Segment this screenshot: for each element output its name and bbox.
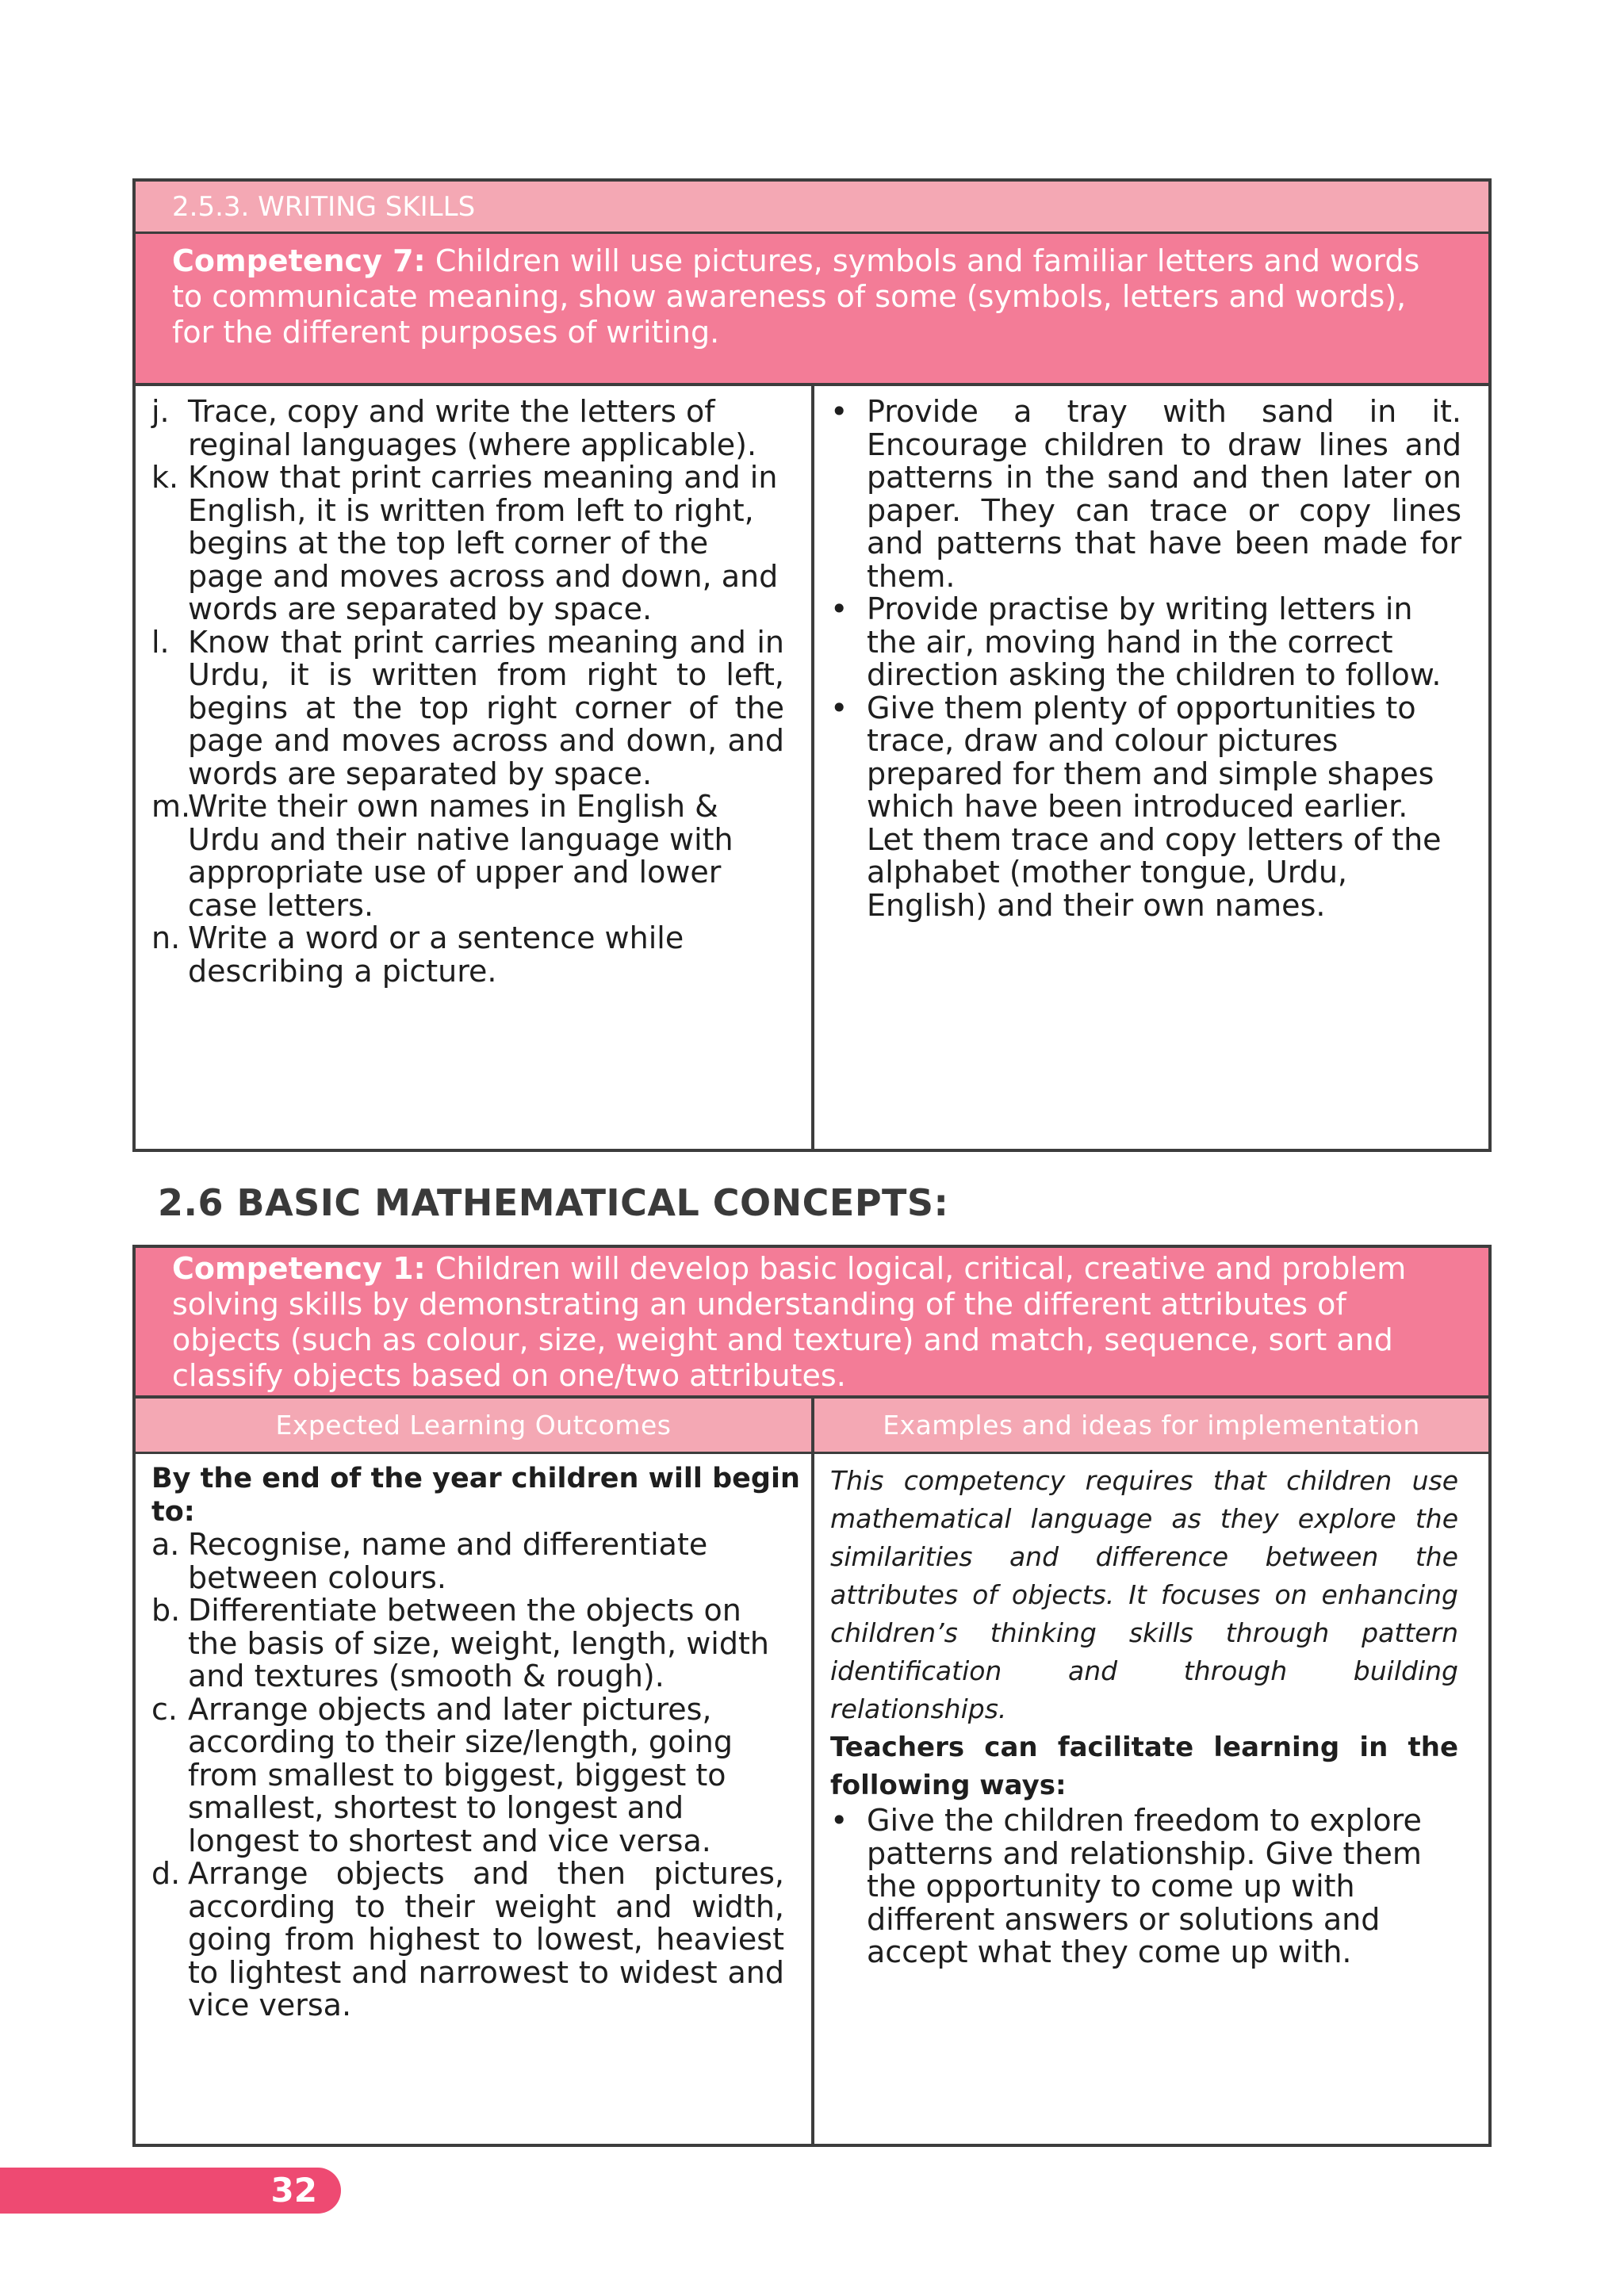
learning-outcomes-column [136,1454,814,2147]
list-item [136,922,784,988]
list-item [136,790,784,922]
column-header-outcomes: Expected Learning Outcomes [136,1399,814,1454]
list-text: Write a word or a sentence while describing a picture. [188,920,684,989]
ideas-list [814,1804,1488,1969]
list-item [136,1529,784,1594]
list-text: Give the children freedom to explore patterns and relationship. Give them the opportunity to come up with different answers or solutions and accept what they come up with. [867,1803,1422,1969]
writing-skills-table [132,178,1492,1152]
bullet: • [830,591,848,626]
competency-text: Children will use pictures, symbols and familiar letters and words to communicate meaning, show awareness of some (symbols, letters and words), for the different purposes of writing. [172,243,1420,350]
list-text: Provide practise by writing letters in the air, moving hand in the correct direction asking the children to follow. [867,591,1442,692]
list-marker: b. [151,1593,181,1628]
competency-explanation: This competency requires that children use mathematical language as they explore the similarities and difference between the attributes of objects. It focuses on enhancing children’s thinking skills through pattern identification and through building relationships. [830,1465,1458,1724]
page-number-tab [0,2168,341,2214]
list-marker: m. [151,789,191,824]
list-marker: k. [151,460,179,495]
list-text: Provide a tray with sand in it. Encourage children to draw lines and patterns in the sand and then later on paper. They can trace or copy lines and patterns that have been made for them. [867,394,1461,594]
list-text: Know that print carries meaning and in Urdu, it is written from right to left, begins at the top right corner of the page and moves across and down, and words are separated by space. [188,624,784,791]
implementation-ideas-column [814,1454,1488,2147]
list-marker: a. [151,1527,180,1562]
implementation-ideas-column [814,386,1488,1149]
list-text: Arrange objects and later pictures, according to their size/length, going from smallest to biggest, biggest to smallest, shortest to longest and longest to shortest and vice versa. [188,1691,733,1858]
list-marker: d. [151,1856,181,1891]
list-marker: l. [151,624,170,660]
column-header-ideas: Examples and ideas for implementation [814,1399,1488,1454]
page-number: 32 [270,2171,317,2210]
list-item [136,626,784,791]
math-competency-table [132,1245,1492,2147]
math-section-heading: 2.6 BASIC MATHEMATICAL CONCEPTS: [158,1181,949,1224]
list-item [814,593,1461,692]
outcomes-list [136,386,811,988]
competency-block [136,1248,1488,1399]
competency-label: Competency 7: [172,243,426,278]
teachers-intro: Teachers can facilitate learning in the following ways: [830,1732,1458,1801]
list-item [136,1594,784,1693]
list-text: Write their own names in English & Urdu and their native language with appropriate use of upper and lower case letters. [188,789,733,923]
list-text: Trace, copy and write the letters of reginal languages (where applicable). [188,394,757,462]
section-title: 2.5.3. WRITING SKILLS [136,182,1488,234]
outcomes-intro: By the end of the year children will begin to: [151,1463,800,1528]
list-text: Recognise, name and differentiate between colours. [188,1527,708,1595]
bullet: • [830,394,848,429]
competency-block [136,234,1488,386]
list-item [814,1804,1461,1969]
list-item [136,1693,784,1858]
outcomes-list [136,1529,811,2022]
learning-outcomes-column [136,386,814,1149]
competency-label: Competency 1: [172,1251,426,1286]
list-text: Arrange objects and then pictures, according to their weight and width, going from highest to lowest, heaviest to lightest and narrowest to widest and vice versa. [188,1856,784,2022]
competency-text: Children will develop basic logical, critical, creative and problem solving skills by demonstrating an understanding of the different attributes of objects (such as colour, size, weight and texture) and match, sequence, sort and classify objects based on one/two attributes. [172,1251,1407,1393]
list-item [814,692,1461,923]
bullet: • [830,1803,848,1838]
list-item [814,396,1461,593]
ideas-list [814,386,1488,922]
list-marker: n. [151,920,181,955]
list-text: Differentiate between the objects on the basis of size, weight, length, width and textures (smooth & rough). [188,1593,769,1693]
list-item [136,1858,784,2022]
bullet: • [830,690,848,725]
list-text: Know that print carries meaning and in English, it is written from left to right, begins at the top left corner of the page and moves across and down, and words are separated by space. [188,460,779,626]
list-text: Give them plenty of opportunities to trace, draw and colour pictures prepared for them and simple shapes which have been introduced earlier. Let them trace and copy letters of the alphabet (mother tongue, Urdu, English) and their own names. [867,690,1442,923]
list-item [136,461,784,626]
list-marker: j. [151,394,170,429]
list-item [136,396,784,461]
list-marker: c. [151,1691,178,1727]
